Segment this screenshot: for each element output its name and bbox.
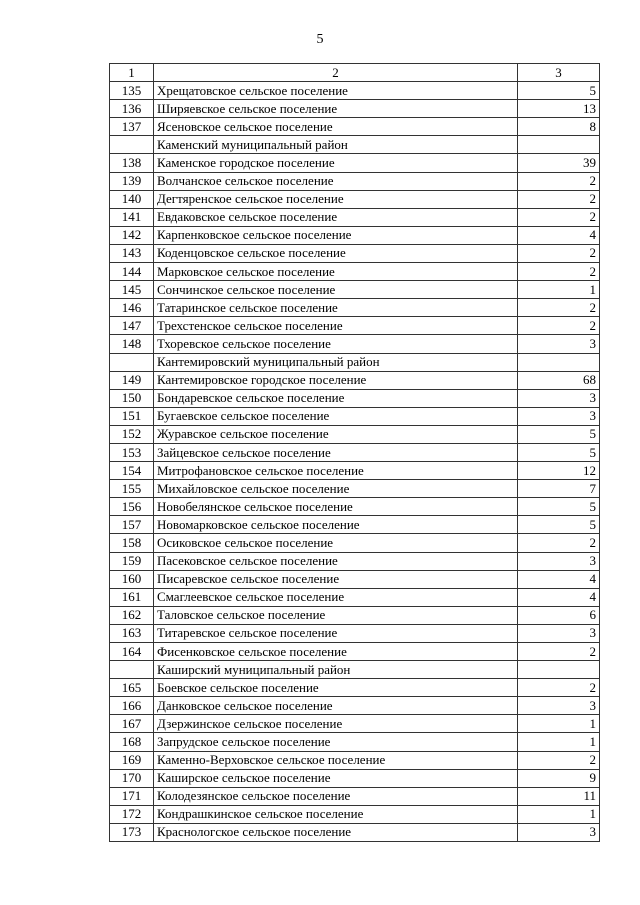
settlement-value: 39 [518, 154, 600, 172]
row-number: 156 [110, 498, 154, 516]
settlement-value: 2 [518, 317, 600, 335]
table-row [110, 552, 600, 570]
settlement-value: 2 [518, 299, 600, 317]
row-number: 147 [110, 317, 154, 335]
table-row [110, 498, 600, 516]
row-number: 141 [110, 208, 154, 226]
settlement-value: 12 [518, 462, 600, 480]
row-number: 136 [110, 100, 154, 118]
row-number: 164 [110, 643, 154, 661]
row-number: 135 [110, 82, 154, 100]
table-row [110, 570, 600, 588]
column-header-2: 2 [154, 64, 518, 82]
settlement-value: 4 [518, 570, 600, 588]
row-number: 166 [110, 697, 154, 715]
table-row [110, 82, 600, 100]
row-number: 152 [110, 425, 154, 443]
settlement-name: Бугаевское сельское поселение [154, 407, 518, 425]
table-row [110, 697, 600, 715]
row-number: 146 [110, 299, 154, 317]
district-header-row [110, 136, 600, 154]
row-number: 155 [110, 480, 154, 498]
settlement-value: 5 [518, 516, 600, 534]
settlement-name: Осиковское сельское поселение [154, 534, 518, 552]
settlement-name: Дзержинское сельское поселение [154, 715, 518, 733]
table-row [110, 751, 600, 769]
settlement-name: Марковское сельское поселение [154, 263, 518, 281]
settlement-name: Тхоревское сельское поселение [154, 335, 518, 353]
table-row [110, 679, 600, 697]
settlement-value: 6 [518, 606, 600, 624]
row-number: 167 [110, 715, 154, 733]
district-header-row [110, 661, 600, 679]
row-number: 153 [110, 443, 154, 461]
row-number: 162 [110, 606, 154, 624]
row-number: 158 [110, 534, 154, 552]
table-row [110, 787, 600, 805]
settlement-name: Каменно-Верховское сельское поселение [154, 751, 518, 769]
column-header-3: 3 [518, 64, 600, 82]
settlement-name: Кондрашкинское сельское поселение [154, 805, 518, 823]
row-number: 145 [110, 281, 154, 299]
settlement-value: 13 [518, 100, 600, 118]
settlement-name: Новомарковское сельское поселение [154, 516, 518, 534]
settlement-name: Сончинское сельское поселение [154, 281, 518, 299]
table-row [110, 606, 600, 624]
row-number: 151 [110, 407, 154, 425]
row-number: 165 [110, 679, 154, 697]
settlement-value: 1 [518, 715, 600, 733]
settlement-value: 3 [518, 823, 600, 841]
settlement-name: Ширяевское сельское поселение [154, 100, 518, 118]
table-row [110, 516, 600, 534]
table-row [110, 462, 600, 480]
district-number-cell [110, 136, 154, 154]
row-number: 171 [110, 787, 154, 805]
table-row [110, 624, 600, 642]
settlement-name: Писаревское сельское поселение [154, 570, 518, 588]
row-number: 144 [110, 263, 154, 281]
settlement-name: Запрудское сельское поселение [154, 733, 518, 751]
settlement-value: 5 [518, 425, 600, 443]
settlement-name: Волчанское сельское поселение [154, 172, 518, 190]
table-row [110, 443, 600, 461]
settlement-value: 5 [518, 443, 600, 461]
settlement-value: 2 [518, 208, 600, 226]
table-row [110, 769, 600, 787]
table-header-row [110, 64, 600, 82]
settlement-value: 5 [518, 498, 600, 516]
row-number: 139 [110, 172, 154, 190]
settlement-value: 4 [518, 588, 600, 606]
table-row [110, 643, 600, 661]
table-row [110, 281, 600, 299]
row-number: 150 [110, 389, 154, 407]
row-number: 163 [110, 624, 154, 642]
table-row [110, 263, 600, 281]
district-value-cell [518, 661, 600, 679]
row-number: 140 [110, 190, 154, 208]
settlement-name: Карпенковское сельское поселение [154, 226, 518, 244]
settlement-value: 2 [518, 751, 600, 769]
settlement-value: 2 [518, 643, 600, 661]
settlement-name: Каширское сельское поселение [154, 769, 518, 787]
table-row [110, 823, 600, 841]
settlement-value: 9 [518, 769, 600, 787]
table-row [110, 805, 600, 823]
row-number: 149 [110, 371, 154, 389]
settlement-name: Колодезянское сельское поселение [154, 787, 518, 805]
table-row [110, 733, 600, 751]
settlement-value: 2 [518, 263, 600, 281]
settlement-value: 68 [518, 371, 600, 389]
settlement-value: 3 [518, 407, 600, 425]
settlement-name: Татаринское сельское поселение [154, 299, 518, 317]
settlement-name: Боевское сельское поселение [154, 679, 518, 697]
settlement-value: 8 [518, 118, 600, 136]
row-number: 148 [110, 335, 154, 353]
settlement-value: 2 [518, 679, 600, 697]
settlement-value: 3 [518, 624, 600, 642]
row-number: 142 [110, 226, 154, 244]
table-row [110, 172, 600, 190]
row-number: 170 [110, 769, 154, 787]
settlement-value: 3 [518, 552, 600, 570]
settlement-name: Титаревское сельское поселение [154, 624, 518, 642]
settlement-value: 3 [518, 335, 600, 353]
page-number: 5 [316, 32, 324, 47]
settlement-name: Митрофановское сельское поселение [154, 462, 518, 480]
settlement-name: Краснологское сельское поселение [154, 823, 518, 841]
settlement-name: Смаглеевское сельское поселение [154, 588, 518, 606]
table-row [110, 480, 600, 498]
table-row [110, 715, 600, 733]
row-number: 160 [110, 570, 154, 588]
settlement-name: Хрещатовское сельское поселение [154, 82, 518, 100]
table-row [110, 425, 600, 443]
row-number: 137 [110, 118, 154, 136]
settlement-name: Пасековское сельское поселение [154, 552, 518, 570]
settlement-name: Фисенковское сельское поселение [154, 643, 518, 661]
settlement-name: Каменское городское поселение [154, 154, 518, 172]
table-row [110, 335, 600, 353]
table-row [110, 299, 600, 317]
settlement-value: 3 [518, 389, 600, 407]
table-row [110, 154, 600, 172]
table-row [110, 100, 600, 118]
settlements-table [109, 63, 600, 842]
table-row [110, 118, 600, 136]
table-row [110, 226, 600, 244]
settlement-value: 2 [518, 534, 600, 552]
settlement-value: 7 [518, 480, 600, 498]
row-number: 157 [110, 516, 154, 534]
settlement-value: 2 [518, 172, 600, 190]
district-name: Каширский муниципальный район [154, 661, 518, 679]
settlement-value: 5 [518, 82, 600, 100]
settlement-name: Бондаревское сельское поселение [154, 389, 518, 407]
district-name: Кантемировский муниципальный район [154, 353, 518, 371]
settlement-name: Данковское сельское поселение [154, 697, 518, 715]
settlement-value: 2 [518, 244, 600, 262]
row-number: 143 [110, 244, 154, 262]
table-row [110, 389, 600, 407]
row-number: 159 [110, 552, 154, 570]
settlement-value: 11 [518, 787, 600, 805]
settlement-name: Евдаковское сельское поселение [154, 208, 518, 226]
settlement-name: Кантемировское городское поселение [154, 371, 518, 389]
table-row [110, 371, 600, 389]
settlement-name: Новобелянское сельское поселение [154, 498, 518, 516]
table-row [110, 588, 600, 606]
settlement-name: Трехстенское сельское поселение [154, 317, 518, 335]
settlement-value: 4 [518, 226, 600, 244]
row-number: 138 [110, 154, 154, 172]
settlement-value: 1 [518, 805, 600, 823]
table-body [110, 82, 600, 842]
column-header-1: 1 [110, 64, 154, 82]
row-number: 173 [110, 823, 154, 841]
table-row [110, 317, 600, 335]
settlement-name: Ясеновское сельское поселение [154, 118, 518, 136]
settlement-value: 3 [518, 697, 600, 715]
district-number-cell [110, 353, 154, 371]
settlement-value: 1 [518, 281, 600, 299]
district-value-cell [518, 136, 600, 154]
settlement-name: Зайцевское сельское поселение [154, 443, 518, 461]
row-number: 169 [110, 751, 154, 769]
settlement-name: Журавское сельское поселение [154, 425, 518, 443]
settlement-name: Дегтяренское сельское поселение [154, 190, 518, 208]
row-number: 154 [110, 462, 154, 480]
settlement-name: Коденцовское сельское поселение [154, 244, 518, 262]
table-row [110, 208, 600, 226]
row-number: 172 [110, 805, 154, 823]
row-number: 168 [110, 733, 154, 751]
settlement-name: Михайловское сельское поселение [154, 480, 518, 498]
district-header-row [110, 353, 600, 371]
row-number: 161 [110, 588, 154, 606]
district-name: Каменский муниципальный район [154, 136, 518, 154]
settlement-name: Таловское сельское поселение [154, 606, 518, 624]
table-row [110, 407, 600, 425]
table-row [110, 534, 600, 552]
settlement-value: 1 [518, 733, 600, 751]
settlement-value: 2 [518, 190, 600, 208]
district-value-cell [518, 353, 600, 371]
table-row [110, 244, 600, 262]
table-row [110, 190, 600, 208]
district-number-cell [110, 661, 154, 679]
